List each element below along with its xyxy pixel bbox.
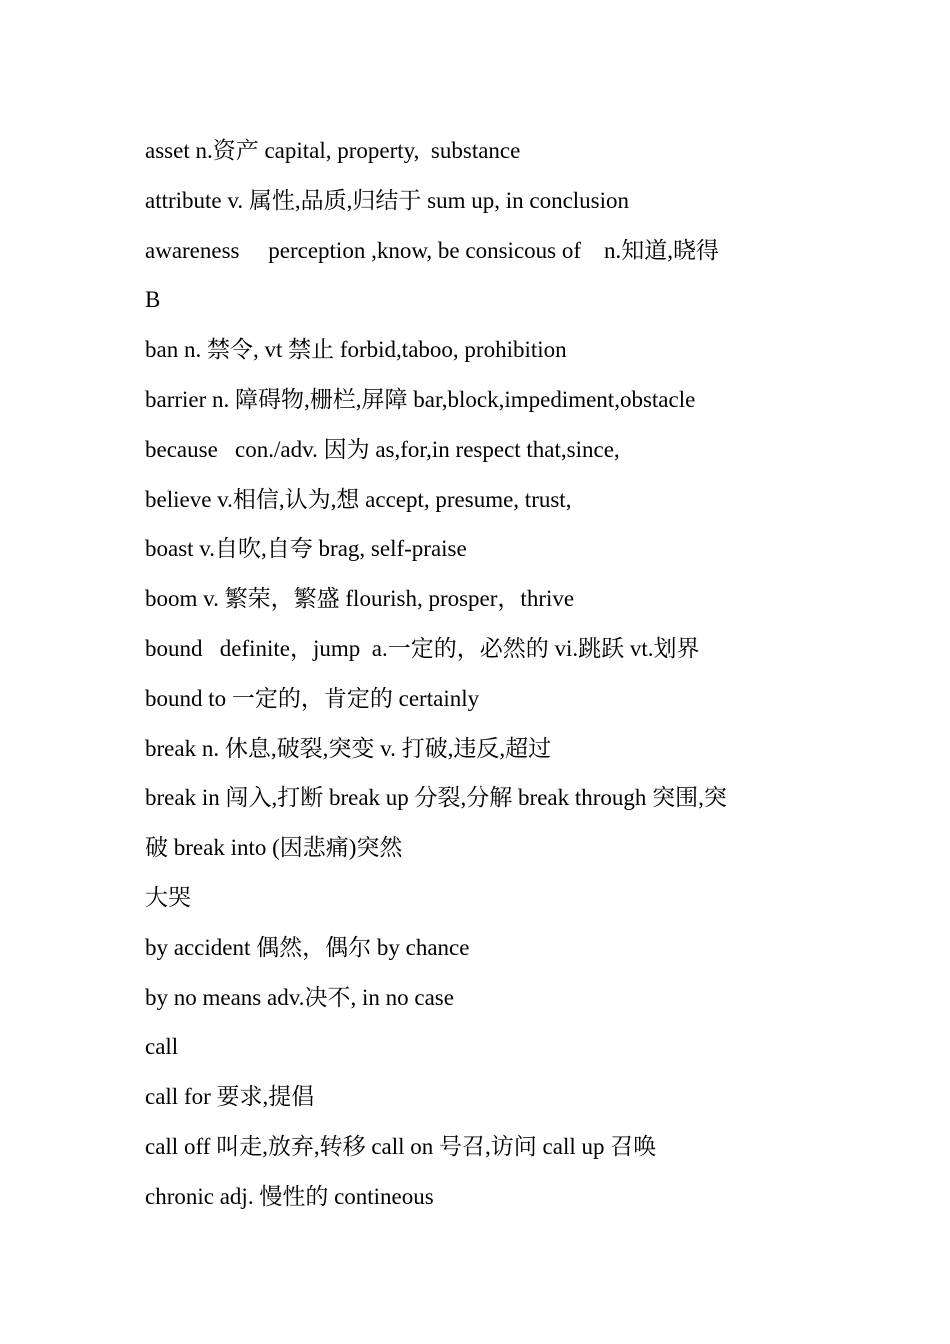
vocab-line-boom: boom v. 繁荣，繁盛 flourish, prosper，thrive <box>145 586 575 612</box>
vocab-line-boast: boast v.自吹,自夸 brag, self-praise <box>145 536 467 562</box>
section-letter-b: B <box>145 287 161 313</box>
vocab-line-break-phrases-end: 大哭 <box>145 884 191 910</box>
vocab-line-break: break n. 休息,破裂,突变 v. 打破,违反,超过 <box>145 735 552 761</box>
vocab-line-attribute: attribute v. 属性,品质,归结于 sum up, in conclusion <box>145 187 630 213</box>
vocabulary-list <box>145 126 815 1222</box>
vocab-line-break-phrases: break in 闯入,打断 break up 分裂,分解 break through 突围,突 <box>145 785 727 811</box>
vocab-line-break-phrases-cont: 破 break into (因悲痛)突然 <box>145 835 403 861</box>
vocab-line-asset: asset n.资产 capital, property, substance <box>145 138 521 163</box>
vocab-line-call-for: call for 要求,提倡 <box>145 1084 315 1110</box>
vocab-line-bound: bound definite，jump a.一定的，必然的 vi.跳跃 vt.划界 <box>145 635 700 661</box>
vocab-line-by-no-means: by no means adv.决不, in no case <box>145 984 454 1010</box>
vocab-line-bound-to: bound to 一定的，肯定的 certainly <box>145 685 480 711</box>
vocab-line-barrier: barrier n. 障碍物,栅栏,屏障 bar,block,impediment,obstacle <box>145 386 696 412</box>
vocab-line-because: because con./adv. 因为 as,for,in respect that,since, <box>145 436 620 462</box>
vocab-line-by-accident: by accident 偶然，偶尔 by chance <box>145 934 470 960</box>
vocab-line-awareness: awareness perception ,know, be consicous of n.知道,晓得 <box>145 237 720 263</box>
vocab-line-ban: ban n. 禁令, vt 禁止 forbid,taboo, prohibition <box>145 337 567 363</box>
vocab-line-chronic: chronic adj. 慢性的 contineous <box>145 1183 434 1209</box>
vocab-line-call: call <box>145 1034 179 1060</box>
vocab-line-call-phrases: call off 叫走,放弃,转移 call on 号召,访问 call up 召唤 <box>145 1133 657 1159</box>
vocab-line-believe: believe v.相信,认为,想 accept, presume, trust, <box>145 486 572 512</box>
